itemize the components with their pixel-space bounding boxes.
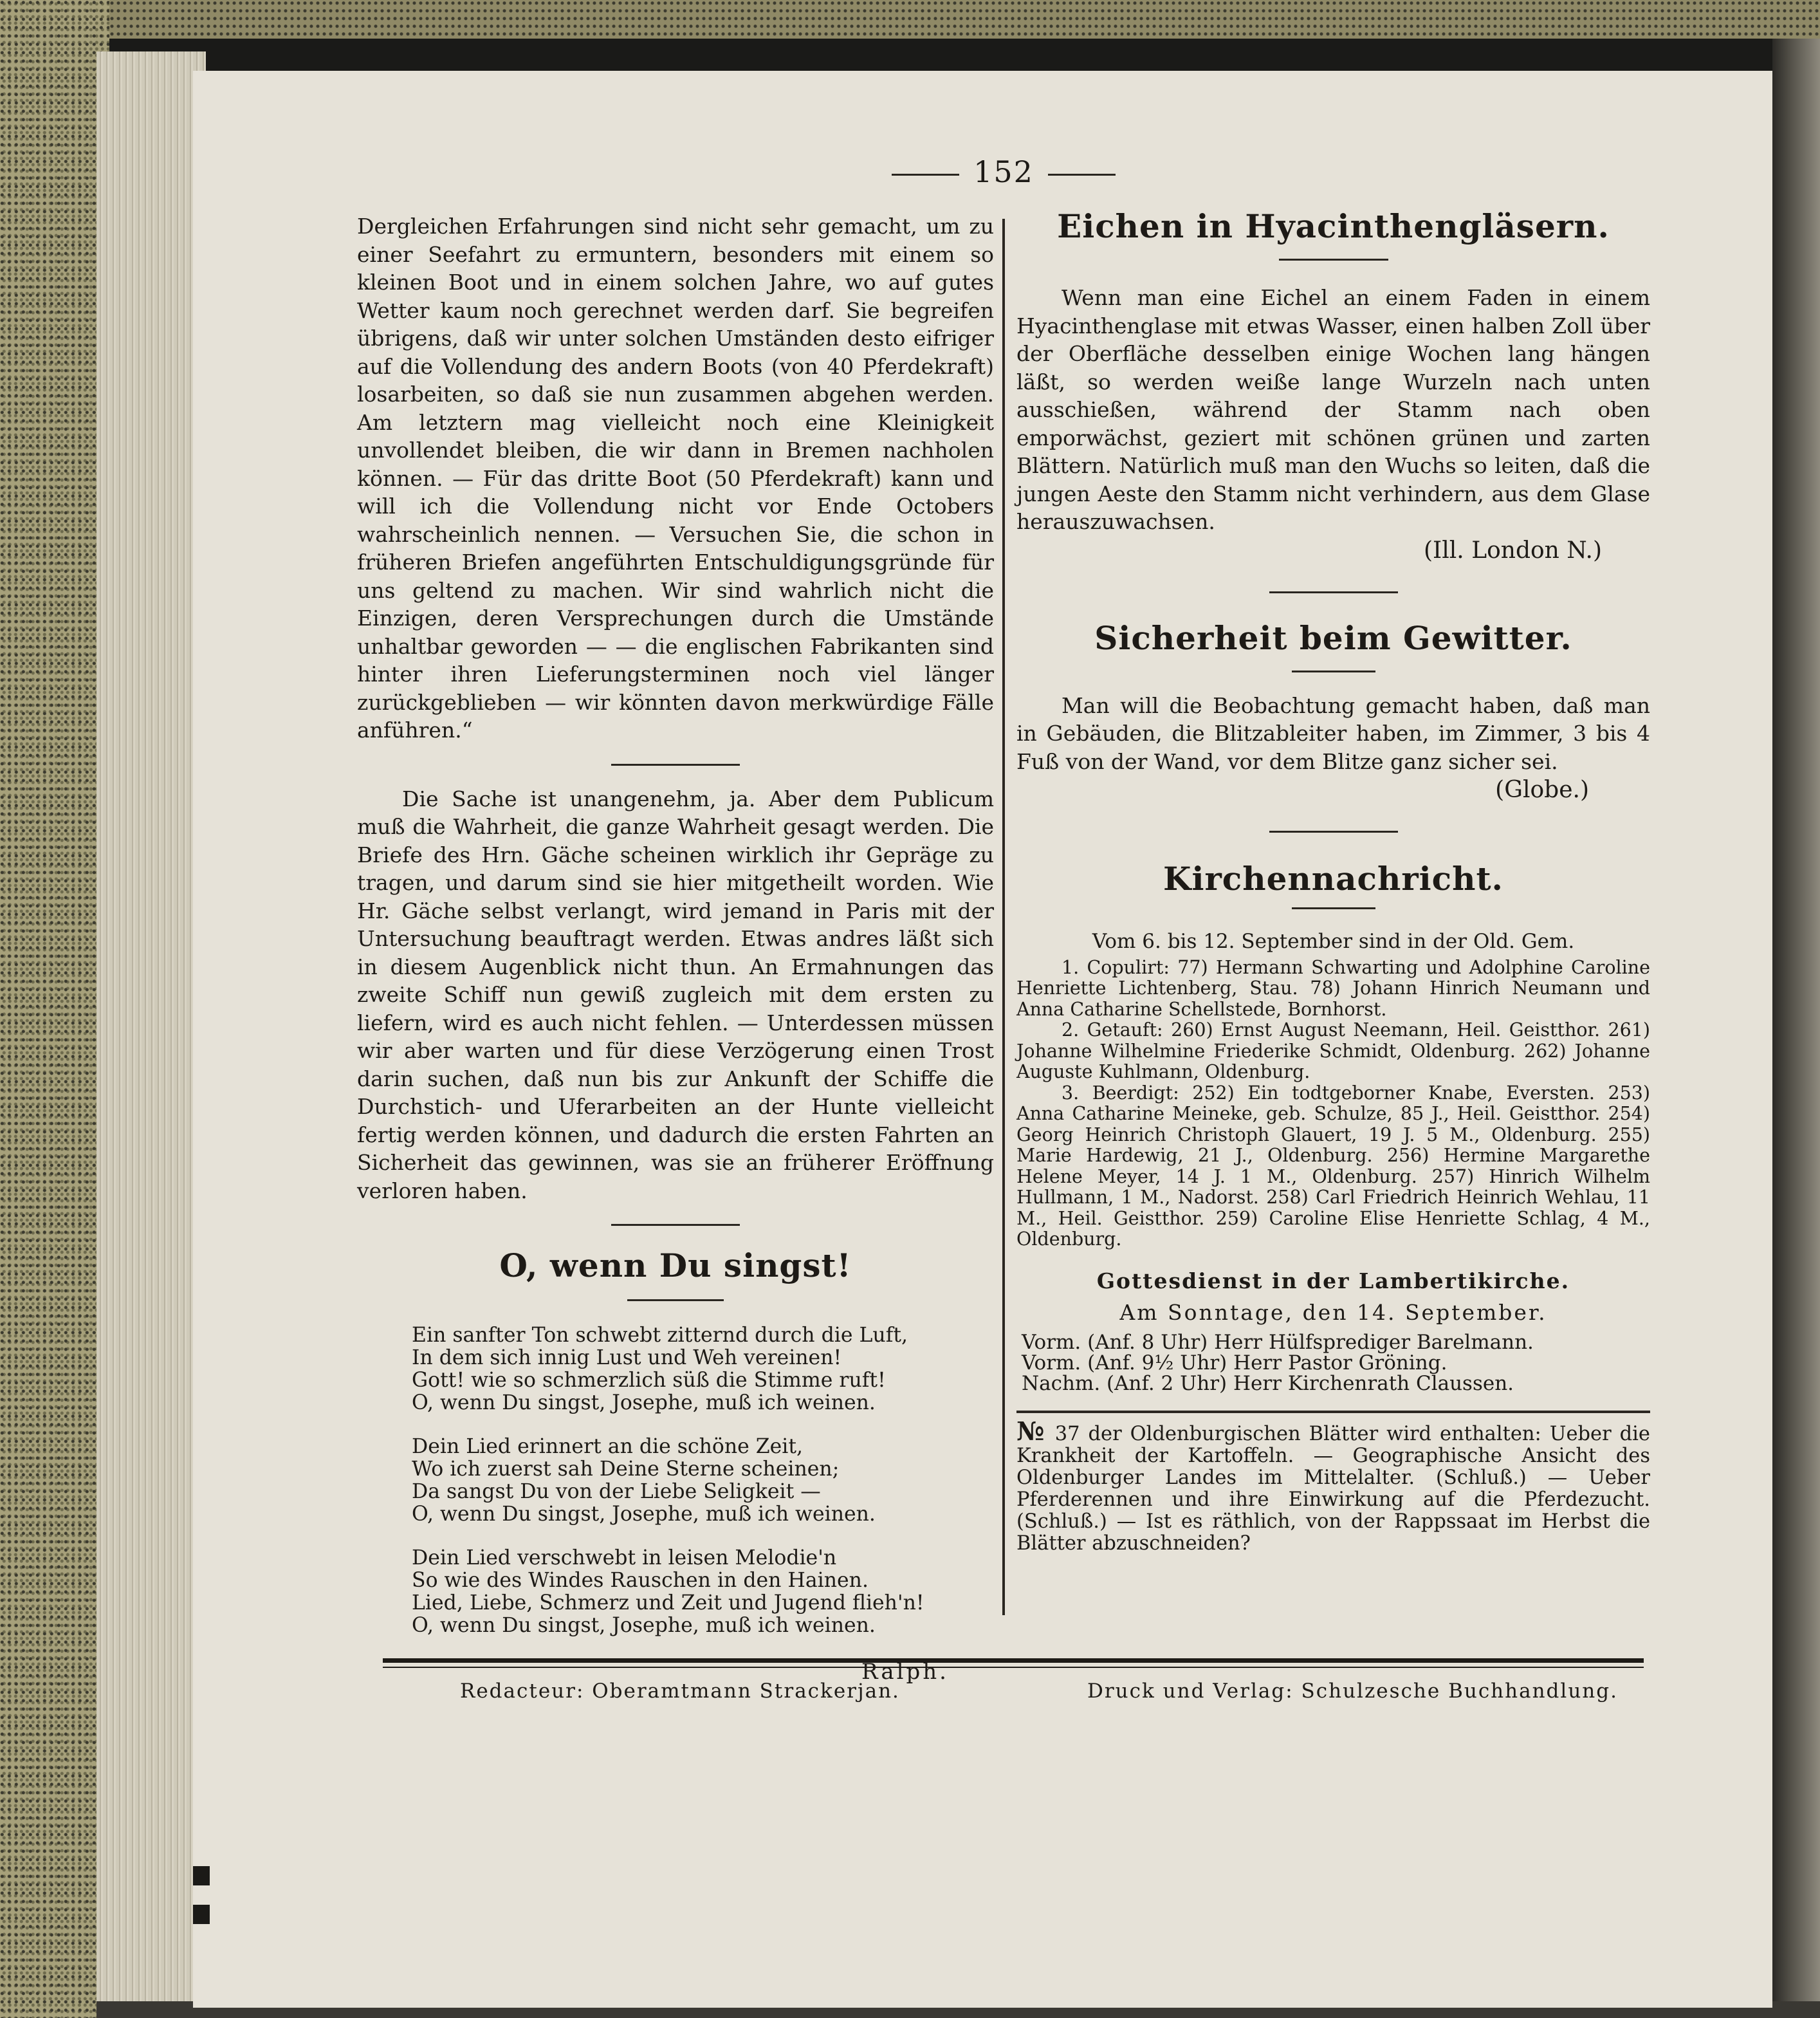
- poem-line: Gott! wie so schmerzlich süß die Stimme ruft!: [412, 1369, 886, 1392]
- notice-text: 37 der Oldenburgischen Blätter wird enthalten: Ueber die Krankheit der Kartoffeln. — Geographische Ansicht des Oldenburger Landes im Mittelalter. (Schluß.) — Ueber Pferderennen und ihre Einwirkung auf die Pferdezucht. (Schluß.) — Ist es räthlich, von der Rappssaat im Herbst die Blätter abzuschneiden?: [1016, 1422, 1650, 1555]
- article-paragraph-1: Dergleichen Erfahrungen sind nicht sehr gemacht, um zu einer Seefahrt zu ermuntern, besonders mit einem so kleinen Boot und in einem solchen Jahre, wo auf gutes Wetter kaum noch gerechnet werden darf. Sie begreifen übrigens, daß wir unter solchen Umständen desto eifriger auf die Vollendung des andern Boots (von 40 Pferdekraft) losarbeiten, so daß sie nun zusammen abgehen werden. Am letztern mag vielleicht noch eine Kleinigkeit unvollendet bleiben, die wir dann in Bremen nachholen können. — Für das dritte Boot (50 Pferdekraft) kann und will ich die Vollendung nicht vor Ende Octobers wahrscheinlich nennen. — Versuchen Sie, die schon in früheren Briefen angeführten Entschuldigungsgründe für uns geltend zu machen. Wir sind wahrlich nicht die Einzigen, deren Versprechungen durch die Umstände unhaltbar geworden — — die englischen Fabrikanten sind hinter ihren Lieferungsterminen noch viel länger zurückgeblieben — wir könnten davon merkwürdige Fälle anführen.“: [357, 214, 994, 743]
- poem-line: So wie des Windes Rauschen in den Hainen.: [412, 1569, 869, 1592]
- separator-rule: [1292, 907, 1375, 909]
- eichen-text: Wenn man eine Eichel an einem Faden in einem Hyacinthenglase mit etwas Wasser, einen halben Zoll über der Oberfläche desselben einige Wochen lang hängen läßt, so werden weiße lange Wurzeln nach unten ausschießen, während der Stamm nach oben emporwächst, geziert mit schönen grünen und zarten Blättern. Natürlich muß man den Wuchs so leiten, daß die jungen Aeste den Stamm nicht verhindern, aus dem Glase herauszuwachsen.: [1016, 285, 1650, 534]
- number-sign: №: [1016, 1416, 1047, 1447]
- poem-line: Dein Lied verschwebt in leisen Melodie'n: [412, 1546, 837, 1569]
- separator-rule: [1292, 671, 1375, 672]
- poem-line: Ein sanfter Ton schwebt zitternd durch die Luft,: [412, 1324, 908, 1347]
- service-line: Vorm. (Anf. 8 Uhr) Herr Hülfsprediger Barelmann.: [1022, 1330, 1534, 1354]
- column-divider: [1002, 219, 1005, 1615]
- separator-rule: [1269, 591, 1398, 593]
- poem-line: O, wenn Du singst, Josephe, muß ich weinen.: [412, 1614, 876, 1637]
- footer-editor: Redacteur: Oberamtmann Strackerjan.: [460, 1680, 900, 1703]
- footer-rule: [383, 1658, 1644, 1663]
- service-line: Nachm. (Anf. 2 Uhr) Herr Kirchenrath Claussen.: [1022, 1371, 1514, 1395]
- kirchen-copulirt: 1. Copulirt: 77) Hermann Schwarting und Adolphine Caroline Henriette Lichtenberg, Stau. 78) Johann Hinrich Neumann und Anna Catharine Schellstede, Bornhorst.: [1016, 956, 1650, 1020]
- page-number: [875, 154, 1132, 189]
- book-cover-marbled-left: [0, 0, 109, 2018]
- poem-stanza: [412, 1547, 994, 1637]
- footer-rule-thin: [383, 1667, 1644, 1668]
- gottesdienst-services: [1022, 1332, 1650, 1394]
- right-column: [1016, 206, 1650, 1555]
- poem-line: In dem sich innig Lust und Weh vereinen!: [412, 1346, 842, 1369]
- church-notices: [1016, 931, 1650, 1250]
- book-cover-marbled-top: [109, 0, 1820, 39]
- page-stack-edges: [97, 51, 206, 2014]
- separator-rule: [611, 1224, 740, 1226]
- poem-stanza: [412, 1436, 994, 1526]
- poem-author: Ralph.: [861, 1659, 949, 1685]
- book-gutter-right: [1772, 39, 1820, 2018]
- poem-line: O, wenn Du singst, Josephe, muß ich weinen.: [412, 1391, 876, 1414]
- article-paragraph-2: Die Sache ist unangenehm, ja. Aber dem Publicum muß die Wahrheit, die ganze Wahrheit gesagt werden. Die Briefe des Hrn. Gäche scheinen wirklich ihr Gepräge zu tragen, und darum sind sie hier mitgetheilt worden. Wie Hr. Gäche selbst verlangt, wird jemand in Paris mit der Untersuchung beauftragt werden. Etwas andres läßt sich in diesem Augenblick nicht thun. An Ermahnungen das zweite Schiff nun gewiß zugleich mit dem ersten zu liefern, wird es auch nicht fehlen. — Unterdessen müssen wir aber warten und für diese Verzögerung einen Trost darin suchen, daß nun bis zur Ankunft der Schiffe die Durchstich- und Uferarbeiten an der Hunte vielleicht fertig werden können, und dadurch die ersten Fahrten an Sicherheit das gewinnen, was sie an früherer Eröffnung verloren haben.: [357, 786, 994, 1203]
- eichen-title: Eichen in Hyacinthengläsern.: [1057, 207, 1610, 245]
- kirchen-getauft: 2. Getauft: 260) Ernst August Neemann, Heil. Geistthor. 261) Johanne Wilhelmine Friederike Schmidt, Oldenburg. 262) Johanne Auguste Kuhlmann, Oldenburg.: [1016, 1019, 1650, 1082]
- footer-publisher: Druck und Verlag: Schulzesche Buchhandlung.: [1087, 1680, 1618, 1703]
- poem-line: O, wenn Du singst, Josephe, muß ich weinen.: [412, 1503, 876, 1526]
- sicherheit-title: Sicherheit beim Gewitter.: [1094, 618, 1572, 657]
- poem-title: O, wenn Du singst!: [499, 1246, 852, 1284]
- sicherheit-text: Man will die Beobachtung gemacht haben, daß man in Gebäuden, die Blitzableiter haben, im Zimmer, 3 bis 4 Fuß von der Wand, vor dem Blitze ganz sicher sei.: [1016, 692, 1650, 774]
- poem-stanza: [412, 1324, 994, 1414]
- next-issue-notice: [1016, 1416, 1650, 1555]
- poem-line: Da sangst Du von der Liebe Seligkeit —: [412, 1480, 821, 1503]
- separator-rule: [1279, 259, 1388, 261]
- left-column: [357, 212, 994, 1687]
- poem-line: Wo ich zuerst sah Deine Sterne scheinen;: [412, 1458, 840, 1481]
- separator-rule: [1269, 831, 1398, 833]
- sicherheit-source: (Globe.): [1495, 777, 1589, 803]
- kirchen-title: Kirchennachricht.: [1163, 860, 1503, 898]
- poem-line: Dein Lied erinnert an die schöne Zeit,: [412, 1435, 804, 1458]
- separator-rule: [627, 1299, 724, 1301]
- kirchen-beerdigt: 3. Beerdigt: 252) Ein todtgeborner Knabe, Eversten. 253) Anna Catharine Meineke, geb. Schulze, 85 J., Heil. Geistthor. 254) Georg Heinrich Christoph Glauert, 19 J. 5 M., Oldenburg. 255) Marie Hardewig, 21 J., Oldenburg. 256) Hermine Margarethe Helene Meyer, 14 J. 1 M., Oldenburg. 257) Hinrich Wilhelm Hullmann, 1 M., Nadorst. 258) Carl Friedrich Heinrich Wehlau, 11 M., Heil. Geistthor. 259) Caroline Elise Henriette Schlag, 4 M., Oldenburg.: [1016, 1082, 1650, 1250]
- separator-rule: [611, 764, 740, 766]
- margin-marks: [193, 1866, 212, 1963]
- kirchen-intro: Vom 6. bis 12. September sind in der Old. Gem.: [1092, 930, 1575, 953]
- gottesdienst-title: Gottesdienst in der Lambertikirche.: [1096, 1268, 1570, 1293]
- gottesdienst-date: Am Sonntage, den 14. September.: [1119, 1300, 1547, 1325]
- poem-line: Lied, Liebe, Schmerz und Zeit und Jugend flieh'n!: [412, 1591, 924, 1615]
- eichen-source: (Ill. London N.): [1424, 537, 1602, 564]
- service-line: Vorm. (Anf. 9½ Uhr) Herr Pastor Gröning.: [1022, 1351, 1448, 1375]
- page-number-text: 152: [973, 154, 1034, 189]
- notice-rule: [1016, 1411, 1650, 1413]
- poem: [412, 1324, 994, 1637]
